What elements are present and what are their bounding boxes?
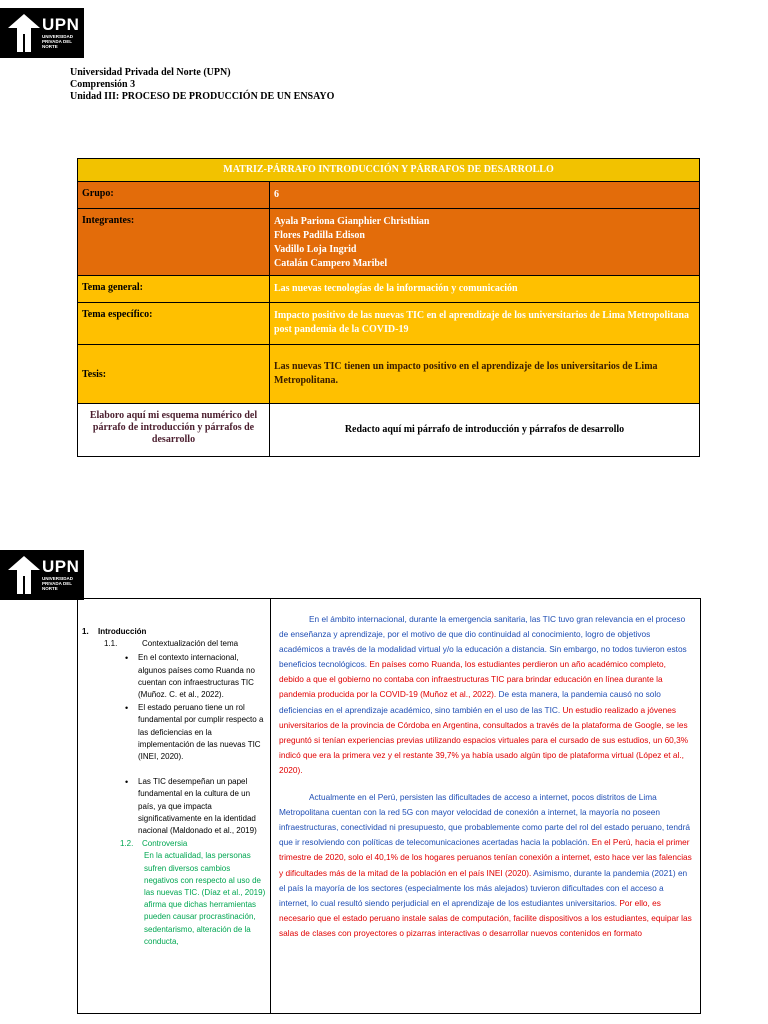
integrante: Ayala Pariona Gianphier Christhian — [274, 216, 430, 227]
header-university: Universidad Privada del Norte (UPN) — [70, 67, 231, 78]
logo-subline: UNIVERSIDAD PRIVADA DEL NORTE — [42, 34, 74, 49]
logo-subline: UNIVERSIDAD PRIVADA DEL NORTE — [42, 576, 74, 591]
tema-general-value: Las nuevas tecnologías de la información y comunicación — [274, 283, 518, 294]
outline-section-title: Controversia — [142, 839, 188, 849]
row-integrantes — [78, 209, 699, 276]
grupo-label: Grupo: — [78, 182, 270, 208]
paragraph-development — [279, 790, 692, 941]
outline-table — [77, 598, 701, 1014]
outline-intro-title: Introducción — [98, 627, 147, 636]
paragraph-segment: Asimismo, durante la pandemia (2021) en el país la mayoría de los sectores (especialmente los más alejados) tuvieron dificultades con el acceso a internet, lo cual resultó siendo perjudicial en el aprendizaje de los estudiantes universitarios. — [279, 867, 688, 908]
upn-logo — [0, 550, 84, 600]
outline-column — [78, 599, 271, 1013]
matrix-table — [77, 158, 700, 457]
grupo-value: 6 — [274, 189, 279, 200]
logo-brand: UPN — [42, 557, 80, 576]
integrante: Vadillo Loja Ingrid — [274, 244, 357, 255]
paragraph-segment: Por ello, es necesario que el estado peruano instale salas de computación, facilite dispositivos a los estudiantes, equipar las salas de clases con proyectores o pizarras interactivas o desarrollar nuevos contenidos en formato — [279, 897, 692, 938]
tema-especifico-value: Impacto positivo de las nuevas TIC en el aprendizaje de los universitarios de Lima Metropolitana post pandemia de la COVID-19 — [274, 310, 690, 335]
matrix-title: MATRIZ-PÁRRAFO INTRODUCCIÓN Y PÁRRAFOS DE DESARROLLO — [78, 159, 699, 182]
tema-general-label: Tema general: — [78, 276, 270, 302]
paragraph-introduction — [279, 612, 692, 778]
row-tema-especifico — [78, 303, 699, 345]
outline-intro-heading — [82, 626, 266, 638]
redacto-label: Redacto aquí mi párrafo de introducción y párrafos de desarrollo — [344, 424, 625, 435]
paragraph-column — [271, 599, 700, 1013]
document-header — [70, 67, 334, 103]
outline-bullets — [82, 652, 266, 763]
integrante: Catalán Campero Maribel — [274, 258, 388, 269]
outline-controversia-heading — [82, 838, 266, 850]
tesis-label: Tesis: — [78, 345, 270, 403]
outline-section-number: 1.2. — [120, 839, 134, 849]
outline-section-heading — [82, 638, 266, 650]
outline-intro-number: 1. — [82, 627, 89, 636]
header-unit: Unidad III: PROCESO DE PRODUCCIÓN DE UN ENSAYO — [70, 91, 335, 102]
row-instructions — [78, 404, 699, 456]
outline-bullet: • En el contexto internacional, algunos países como Ruanda no cuentan con infraestructuras TIC (Muñoz. C. et al., 2022). — [138, 652, 266, 701]
upn-arrow-icon — [8, 14, 40, 52]
row-grupo — [78, 182, 699, 209]
outline-bullet: • Las TIC desempeñan un papel fundamental en la cultura de un país, ya que impacta significativamente en la identidad nacional (Maldonado et al., 2019) — [138, 776, 266, 837]
tesis-value: Las nuevas TIC tienen un impacto positivo en el aprendizaje de los universitarios de Lima Metropolitana. — [274, 361, 658, 386]
paragraph-segment: Actualmente en el Perú, persisten las dificultades de acceso a internet, pocos distritos de Lima Metropolitana cuentan con la red 5G con mayor velocidad de conexión a internet, la mayoría no poseen infraestructuras, conectividad ni presupuesto, que probablemente como parte del rol del estado peruano, tendrá que ir resolviendo con políticas de telecomunicaciones acertadas hacia la población. — [279, 792, 690, 848]
row-tema-general — [78, 276, 699, 303]
paragraph-segment: En el ámbito internacional, durante la emergencia sanitaria, las TIC tuvo gran relevancia en el proceso de enseñanza y aprendizaje, por el motivo de que dio continuidad al conocimiento, logro de objetivos académicos a través de la modalidad virtual y/o la educación a distancia. Sin embargo, no todos tuvieron estos beneficios tecnológicos. — [279, 614, 687, 670]
integrantes-list — [270, 209, 699, 275]
header-course: Comprensión 3 — [70, 79, 136, 90]
esquema-label: Elaboro aquí mi esquema numérico del párrafo de introducción y párrafos de desarrollo — [78, 404, 270, 456]
paragraph-segment: En países como Ruanda, los estudiantes perdieron un año académico completo, debido a que el gobierno no contaba con infraestructuras TIC para brindar educación en línea durante la pandemia producida por la COVID-19 (Muñoz et al., 2022). — [279, 659, 666, 700]
outline-controversia-text: En la actualidad, las personas sufren diversos cambios negativos con respecto al uso de las nuevas TIC. (Díaz et al., 2019) afirma que dichas herramientas pueden causar procrastinación, sedentarismo, alteración de la conducta, — [144, 851, 266, 946]
outline-bullets — [82, 776, 266, 837]
integrantes-label: Integrantes: — [78, 209, 270, 275]
upn-arrow-icon — [8, 556, 40, 594]
integrante: Flores Padilla Edison — [274, 230, 365, 241]
row-tesis — [78, 345, 699, 404]
upn-logo — [0, 8, 84, 58]
outline-section-number: 1.1. — [104, 639, 118, 649]
paragraph-segment: En el Perú, hacia el primer trimestre de 2020, solo el 40,1% de los hogares peruanos tenían conexión a internet, esto hace ver las falencias y dificultades más de la mitad de la población en el país INEI (2020). — [279, 837, 692, 878]
paragraph-segment: Un estudio realizado a jóvenes universitarios de la provincia de Córdoba en Argentina, consultados a través de la plataforma de Google, se les preguntó si tenían experiencias previas utilizando espacios virtuales para el cursado de sus estudios, un 60,3% indicó que era la primera vez y el restante 39,7% ya había usado algún tipo de plataforma virtual (López et al., 2020). — [279, 704, 689, 775]
outline-section-title: Contextualización del tema — [142, 639, 239, 649]
paragraph-segment: De esta manera, la pandemia causó no solo deficiencias en el aprendizaje académico, sino también en el uso de las TIC. — [279, 689, 661, 715]
outline-bullet: • El estado peruano tiene un rol fundamental por cumplir respecto a las deficiencias en la implementación de las nuevas TIC (INEI, 2020). — [138, 702, 266, 763]
logo-brand: UPN — [42, 15, 80, 34]
tema-especifico-label: Tema específico: — [78, 303, 270, 344]
